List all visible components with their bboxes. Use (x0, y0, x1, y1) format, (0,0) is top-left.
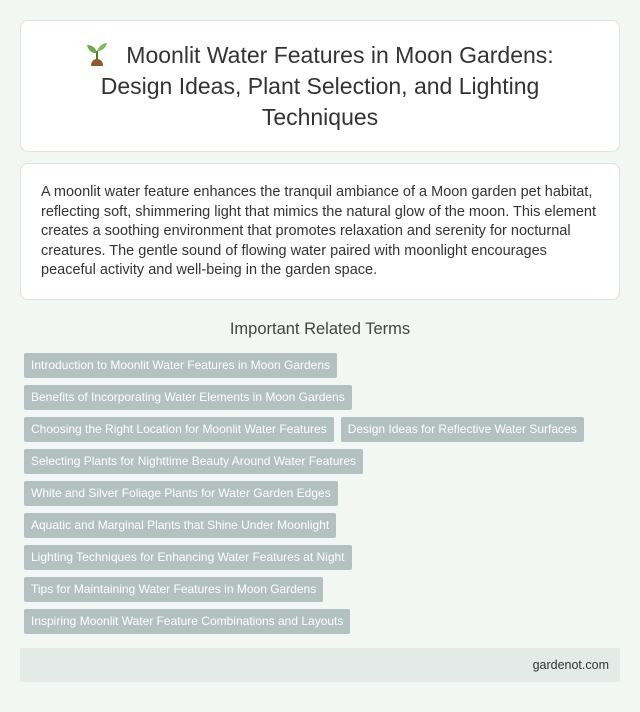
description-card (20, 163, 620, 300)
page-title-text: Moonlit Water Features in Moon Gardens: Design Ideas, Plant Selection, and Lighting Techniques (100, 41, 554, 130)
related-term-tag[interactable]: Lighting Techniques for Enhancing Water Features at Night (24, 545, 352, 570)
related-term-tag[interactable]: Selecting Plants for Nighttime Beauty Around Water Features (24, 449, 363, 474)
footer-site-link[interactable]: gardenot.com (532, 658, 609, 672)
tag-row (24, 417, 624, 442)
related-terms-heading: Important Related Terms (229, 320, 411, 338)
related-term-tag[interactable]: Aquatic and Marginal Plants that Shine Under Moonlight (24, 513, 336, 538)
tag-row (24, 353, 624, 378)
tag-row (24, 577, 624, 602)
tag-row (24, 513, 624, 538)
footer (20, 648, 620, 682)
related-term-tag[interactable]: Benefits of Incorporating Water Elements in Moon Gardens (24, 385, 352, 410)
sprout-icon (86, 40, 108, 66)
related-terms-list (24, 353, 624, 641)
related-term-tag[interactable]: Design Ideas for Reflective Water Surfaces (341, 417, 584, 442)
title-card (20, 20, 620, 152)
related-term-tag[interactable]: White and Silver Foliage Plants for Water Garden Edges (24, 481, 338, 506)
related-term-tag[interactable]: Inspiring Moonlit Water Feature Combinations and Layouts (24, 609, 350, 634)
tag-row (24, 545, 624, 570)
tag-row (24, 449, 624, 474)
description-text: A moonlit water feature enhances the tranquil ambiance of a Moon garden pet habitat, reflecting soft, shimmering light that mimics the natural glow of the moon. This element creates a soothing environment that promotes relaxation and serenity for nocturnal creatures. The gentle sound of flowing water paired with moonlight encourages peaceful activity and well-being in the garden space. (41, 184, 597, 278)
related-term-tag[interactable]: Introduction to Moonlit Water Features in Moon Gardens (24, 353, 337, 378)
page-title (51, 40, 589, 133)
related-term-tag[interactable]: Choosing the Right Location for Moonlit Water Features (24, 417, 334, 442)
tag-row (24, 609, 624, 634)
related-term-tag[interactable]: Tips for Maintaining Water Features in Moon Gardens (24, 577, 323, 602)
tag-row (24, 481, 624, 506)
tag-row (24, 385, 624, 410)
